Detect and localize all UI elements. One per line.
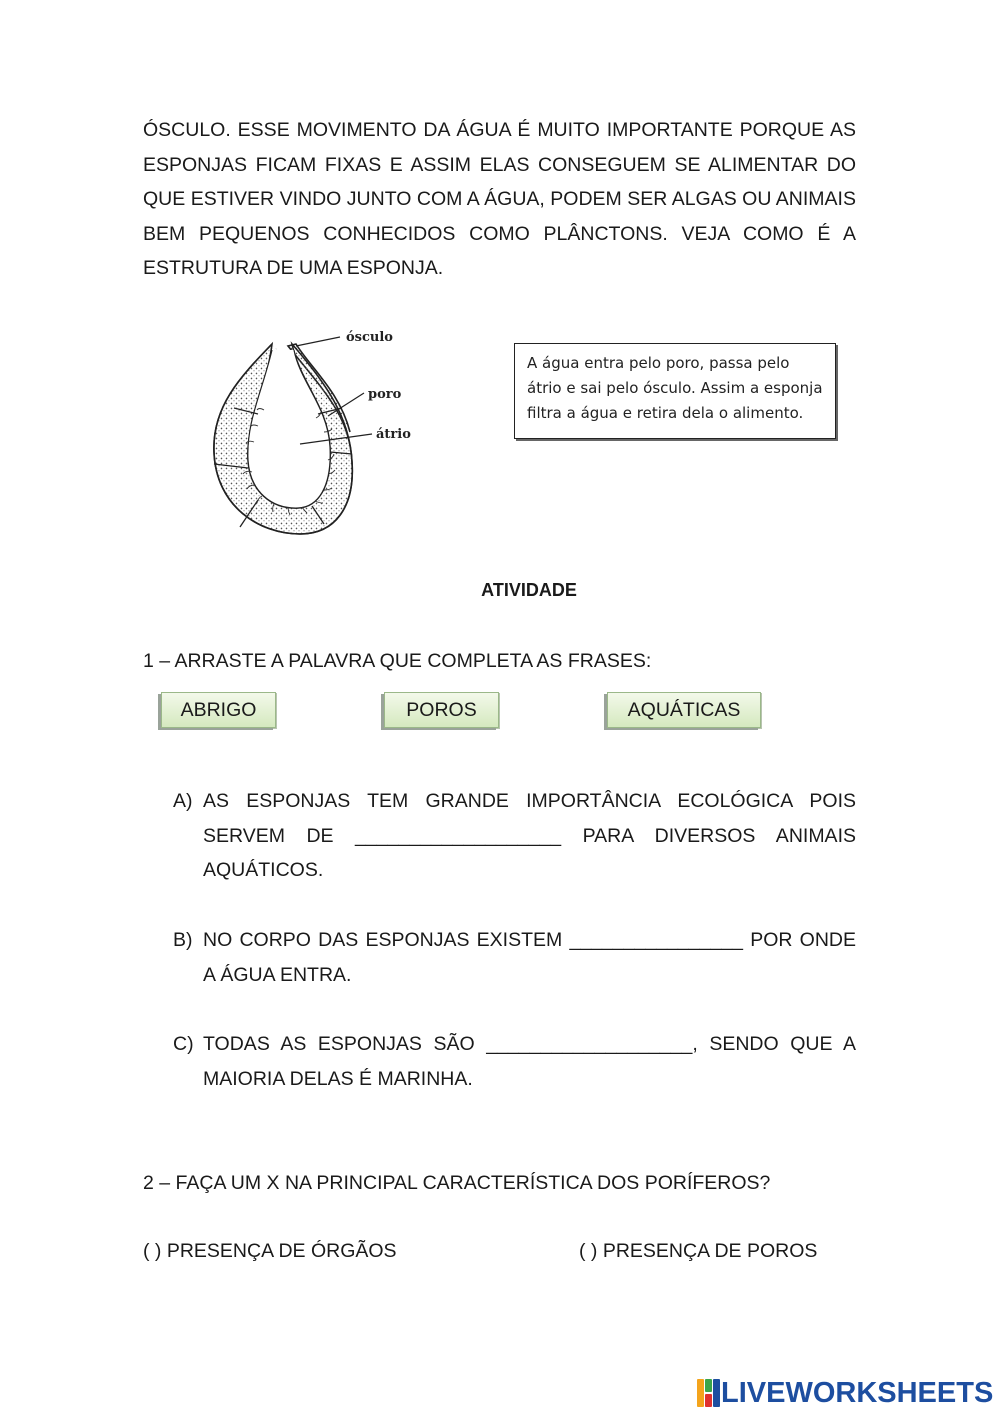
drop-zone-c[interactable]: ___________________	[486, 1033, 693, 1055]
option-presenca-orgaos[interactable]: ( ) PRESENÇA DE ÓRGÃOS	[143, 1240, 397, 1262]
item-text-before: AS ESPONJAS TEM GRANDE IMPORTÂNCIA ECOLÓGICA POIS SERVEM DE	[203, 790, 856, 847]
item-letter: C)	[173, 1033, 194, 1055]
liveworksheets-logo	[697, 1376, 993, 1410]
word-option-aquaticas[interactable]: AQUÁTICAS	[607, 692, 761, 728]
item-text-after: POR ONDE A ÁGUA ENTRA.	[203, 929, 856, 986]
drop-zone-b[interactable]: ________________	[569, 929, 743, 951]
word-option-poros[interactable]: POROS	[384, 692, 499, 728]
sponge-structure-diagram	[200, 322, 420, 547]
item-text-before: NO CORPO DAS ESPONJAS EXISTEM	[203, 929, 570, 951]
item-letter: B)	[173, 929, 193, 951]
item-a	[173, 784, 856, 888]
label-atrio: átrio	[376, 427, 411, 442]
info-box: A água entra pelo poro, passa pelo átrio e sai pelo ósculo. Assim a esponja filtra a água e retira dela o alimento.	[514, 343, 836, 439]
item-text-after: , SENDO QUE A MAIORIA DELAS É MARINHA.	[203, 1033, 856, 1090]
item-text-before: TODAS AS ESPONJAS SÃO	[203, 1033, 487, 1055]
question-2-prompt: 2 – FAÇA UM X NA PRINCIPAL CARACTERÍSTICA DOS PORÍFEROS?	[143, 1172, 771, 1194]
item-b	[173, 923, 856, 992]
label-osculo: ósculo	[346, 330, 393, 345]
item-c	[173, 1027, 856, 1096]
liveworksheets-logo-icon	[697, 1378, 721, 1408]
word-option-abrigo[interactable]: ABRIGO	[161, 692, 276, 728]
logo-text: LIVEWORKSHEETS	[721, 1376, 994, 1409]
question-1-prompt: 1 – ARRASTE A PALAVRA QUE COMPLETA AS FRASES:	[143, 650, 652, 672]
label-poro: poro	[368, 387, 402, 402]
drop-zone-a[interactable]: ___________________	[355, 824, 562, 847]
activity-heading: ATIVIDADE	[481, 580, 577, 600]
intro-paragraph: ÓSCULO. ESSE MOVIMENTO DA ÁGUA É MUITO IMPORTANTE PORQUE AS ESPONJAS FICAM FIXAS E ASSIM ELAS CONSEGUEM SE ALIMENTAR DO QUE ESTIVER VINDO JUNTO COM A ÁGUA, PODEM SER ALGAS OU ANIMAIS BEM PEQUENOS CONHECIDOS COMO PLÂNCTONS. VEJA COMO É A ESTRUTURA DE UMA ESPONJA.	[143, 119, 856, 279]
option-presenca-poros[interactable]: ( ) PRESENÇA DE POROS	[579, 1240, 818, 1262]
item-text-after: PARA DIVERSOS ANIMAIS AQUÁTICOS.	[203, 824, 856, 881]
item-letter: A)	[173, 790, 193, 812]
